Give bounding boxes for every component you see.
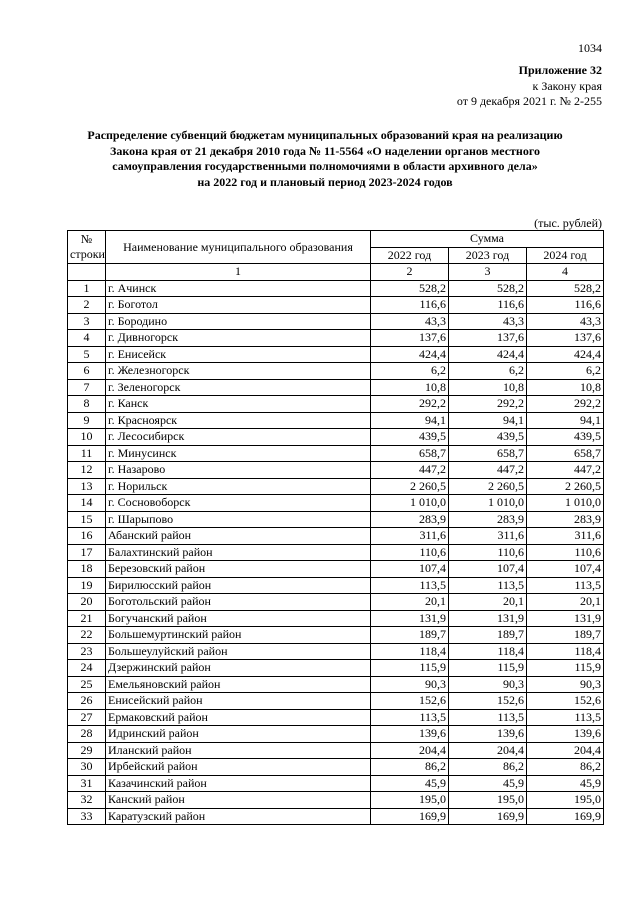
cell-sum-2023: 283,9: [449, 511, 527, 528]
title-line: самоуправления государственными полномочиями в области архивного дела»: [112, 159, 538, 173]
header-year-2023: 2023 год: [449, 247, 527, 264]
cell-municipality-name: Идринский район: [106, 726, 371, 743]
cell-sum-2023: 195,0: [449, 792, 527, 809]
cell-sum-2022: 131,9: [371, 610, 449, 627]
cell-sum-2022: 292,2: [371, 396, 449, 413]
cell-sum-2022: 195,0: [371, 792, 449, 809]
cell-row-number: 28: [68, 726, 106, 743]
cell-municipality-name: Казачинский район: [106, 775, 371, 792]
appendix-title: Приложение 32: [518, 63, 602, 77]
cell-sum-2024: 292,2: [527, 396, 604, 413]
table-row: [68, 742, 604, 759]
cell-row-number: 5: [68, 346, 106, 363]
cell-municipality-name: г. Минусинск: [106, 445, 371, 462]
cell-sum-2022: 20,1: [371, 594, 449, 611]
cell-sum-2023: 169,9: [449, 808, 527, 825]
cell-municipality-name: Балахтинский район: [106, 544, 371, 561]
cell-municipality-name: г. Шарыпово: [106, 511, 371, 528]
cell-row-number: 22: [68, 627, 106, 644]
cell-sum-2023: 152,6: [449, 693, 527, 710]
cell-municipality-name: г. Железногорск: [106, 363, 371, 380]
cell-municipality-name: г. Бородино: [106, 313, 371, 330]
cell-sum-2024: 2 260,5: [527, 478, 604, 495]
cell-row-number: 31: [68, 775, 106, 792]
cell-row-number: 26: [68, 693, 106, 710]
cell-sum-2022: 169,9: [371, 808, 449, 825]
table-row: [68, 610, 604, 627]
cell-row-number: 18: [68, 561, 106, 578]
cell-sum-2023: 90,3: [449, 676, 527, 693]
cell-sum-2024: 20,1: [527, 594, 604, 611]
header-sum: Сумма: [371, 231, 604, 248]
cell-sum-2024: 139,6: [527, 726, 604, 743]
cell-municipality-name: Каратузский район: [106, 808, 371, 825]
cell-row-number: 10: [68, 429, 106, 446]
table-row: [68, 775, 604, 792]
cell-row-number: 17: [68, 544, 106, 561]
cell-sum-2023: 137,6: [449, 330, 527, 347]
cell-municipality-name: г. Дивногорск: [106, 330, 371, 347]
cell-sum-2023: 110,6: [449, 544, 527, 561]
table-row: [68, 544, 604, 561]
table-row: [68, 594, 604, 611]
table-row: [68, 313, 604, 330]
cell-row-number: 25: [68, 676, 106, 693]
subvention-table: [67, 230, 604, 825]
cell-row-number: 14: [68, 495, 106, 512]
cell-sum-2023: 113,5: [449, 709, 527, 726]
cell-sum-2024: 113,5: [527, 577, 604, 594]
cell-row-number: 30: [68, 759, 106, 776]
cell-sum-2022: 94,1: [371, 412, 449, 429]
cell-sum-2024: 1 010,0: [527, 495, 604, 512]
header-row-number-sign: №: [80, 232, 93, 246]
cell-sum-2022: 447,2: [371, 462, 449, 479]
cell-municipality-name: Дзержинский район: [106, 660, 371, 677]
table-row: [68, 660, 604, 677]
cell-sum-2022: 107,4: [371, 561, 449, 578]
cell-sum-2023: 20,1: [449, 594, 527, 611]
cell-row-number: 11: [68, 445, 106, 462]
cell-municipality-name: Большемуртинский район: [106, 627, 371, 644]
cell-sum-2023: 1 010,0: [449, 495, 527, 512]
cell-row-number: 19: [68, 577, 106, 594]
cell-sum-2024: 118,4: [527, 643, 604, 660]
cell-sum-2022: 137,6: [371, 330, 449, 347]
cell-sum-2024: 283,9: [527, 511, 604, 528]
header-name: Наименование муниципального образования: [106, 231, 371, 264]
cell-sum-2024: 137,6: [527, 330, 604, 347]
cell-sum-2023: 107,4: [449, 561, 527, 578]
cell-sum-2024: 424,4: [527, 346, 604, 363]
cell-sum-2024: 115,9: [527, 660, 604, 677]
cell-municipality-name: Канский район: [106, 792, 371, 809]
cell-municipality-name: Ермаковский район: [106, 709, 371, 726]
table-row: [68, 462, 604, 479]
cell-sum-2024: 10,8: [527, 379, 604, 396]
cell-row-number: 29: [68, 742, 106, 759]
document-title: [40, 128, 610, 190]
cell-row-number: 4: [68, 330, 106, 347]
cell-sum-2023: 115,9: [449, 660, 527, 677]
table-row: [68, 561, 604, 578]
table-row: [68, 808, 604, 825]
cell-row-number: 8: [68, 396, 106, 413]
cell-sum-2024: 195,0: [527, 792, 604, 809]
cell-sum-2024: 447,2: [527, 462, 604, 479]
cell-sum-2022: 2 260,5: [371, 478, 449, 495]
table-row: [68, 478, 604, 495]
cell-municipality-name: Енисейский район: [106, 693, 371, 710]
cell-municipality-name: г. Зеленогорск: [106, 379, 371, 396]
title-line: Закона края от 21 декабря 2010 года № 11-5564 «О наделении органов местного: [110, 143, 540, 158]
cell-sum-2024: 169,9: [527, 808, 604, 825]
cell-sum-2022: 10,8: [371, 379, 449, 396]
cell-sum-2024: 94,1: [527, 412, 604, 429]
cell-municipality-name: г. Енисейск: [106, 346, 371, 363]
cell-sum-2023: 86,2: [449, 759, 527, 776]
cell-municipality-name: Березовский район: [106, 561, 371, 578]
table-row: [68, 511, 604, 528]
cell-sum-2023: 6,2: [449, 363, 527, 380]
cell-row-number: 33: [68, 808, 106, 825]
cell-sum-2024: 152,6: [527, 693, 604, 710]
cell-sum-2022: 116,6: [371, 297, 449, 314]
cell-municipality-name: г. Красноярск: [106, 412, 371, 429]
table-row: [68, 429, 604, 446]
cell-sum-2022: 86,2: [371, 759, 449, 776]
cell-sum-2024: 90,3: [527, 676, 604, 693]
cell-sum-2022: 152,6: [371, 693, 449, 710]
cell-sum-2024: 113,5: [527, 709, 604, 726]
cell-municipality-name: г. Ачинск: [106, 280, 371, 297]
appendix-date: от 9 декабря 2021 г. № 2-255: [456, 94, 602, 108]
cell-sum-2022: 90,3: [371, 676, 449, 693]
cell-sum-2024: 110,6: [527, 544, 604, 561]
cell-sum-2023: 116,6: [449, 297, 527, 314]
cell-sum-2024: 107,4: [527, 561, 604, 578]
cell-sum-2023: 131,9: [449, 610, 527, 627]
header-col-2: 2: [371, 264, 449, 281]
cell-row-number: 13: [68, 478, 106, 495]
cell-row-number: 1: [68, 280, 106, 297]
header-row-number: [68, 231, 106, 264]
cell-row-number: 24: [68, 660, 106, 677]
table-row: [68, 346, 604, 363]
title-line: Распределение субвенций бюджетам муниципальных образований края на реализацию: [87, 128, 563, 142]
cell-row-number: 20: [68, 594, 106, 611]
cell-municipality-name: г. Канск: [106, 396, 371, 413]
cell-sum-2022: 283,9: [371, 511, 449, 528]
cell-sum-2022: 189,7: [371, 627, 449, 644]
table-row: [68, 676, 604, 693]
title-line: на 2022 год и плановый период 2023-2024 годов: [197, 174, 453, 189]
cell-sum-2022: 6,2: [371, 363, 449, 380]
cell-municipality-name: г. Боготол: [106, 297, 371, 314]
appendix-reference: [457, 63, 602, 110]
cell-sum-2024: 6,2: [527, 363, 604, 380]
cell-sum-2023: 528,2: [449, 280, 527, 297]
cell-row-number: 7: [68, 379, 106, 396]
cell-row-number: 2: [68, 297, 106, 314]
cell-sum-2023: 439,5: [449, 429, 527, 446]
cell-row-number: 12: [68, 462, 106, 479]
cell-municipality-name: Абанский район: [106, 528, 371, 545]
cell-municipality-name: Боготольский район: [106, 594, 371, 611]
cell-sum-2022: 113,5: [371, 709, 449, 726]
cell-row-number: 32: [68, 792, 106, 809]
cell-sum-2023: 2 260,5: [449, 478, 527, 495]
header-row-number-word: строки: [70, 247, 105, 261]
cell-sum-2024: 528,2: [527, 280, 604, 297]
header-col-4: 4: [527, 264, 604, 281]
cell-sum-2023: 204,4: [449, 742, 527, 759]
header-year-2024: 2024 год: [527, 247, 604, 264]
table-row: [68, 495, 604, 512]
cell-municipality-name: Иланский район: [106, 742, 371, 759]
table-row: [68, 759, 604, 776]
cell-sum-2023: 311,6: [449, 528, 527, 545]
appendix-law: к Закону края: [532, 78, 602, 93]
cell-sum-2022: 424,4: [371, 346, 449, 363]
cell-municipality-name: Бирилюсский район: [106, 577, 371, 594]
cell-sum-2022: 113,5: [371, 577, 449, 594]
header-col-number: [68, 264, 106, 281]
cell-municipality-name: г. Норильск: [106, 478, 371, 495]
table-row: [68, 577, 604, 594]
cell-sum-2024: 311,6: [527, 528, 604, 545]
header-year-2022: 2022 год: [371, 247, 449, 264]
cell-sum-2022: 311,6: [371, 528, 449, 545]
table-row: [68, 627, 604, 644]
cell-sum-2024: 86,2: [527, 759, 604, 776]
cell-sum-2023: 94,1: [449, 412, 527, 429]
cell-sum-2022: 45,9: [371, 775, 449, 792]
cell-sum-2022: 115,9: [371, 660, 449, 677]
cell-sum-2023: 424,4: [449, 346, 527, 363]
cell-sum-2023: 10,8: [449, 379, 527, 396]
cell-row-number: 21: [68, 610, 106, 627]
cell-sum-2022: 43,3: [371, 313, 449, 330]
cell-row-number: 3: [68, 313, 106, 330]
cell-sum-2023: 43,3: [449, 313, 527, 330]
cell-row-number: 15: [68, 511, 106, 528]
table-body: [68, 280, 604, 825]
cell-row-number: 9: [68, 412, 106, 429]
header-col-3: 3: [449, 264, 527, 281]
cell-sum-2024: 189,7: [527, 627, 604, 644]
table-row: [68, 412, 604, 429]
cell-sum-2024: 658,7: [527, 445, 604, 462]
cell-row-number: 23: [68, 643, 106, 660]
cell-sum-2023: 658,7: [449, 445, 527, 462]
unit-label: (тыс. рублей): [534, 216, 602, 230]
cell-municipality-name: г. Назарово: [106, 462, 371, 479]
cell-sum-2023: 139,6: [449, 726, 527, 743]
table-row: [68, 363, 604, 380]
cell-municipality-name: Емельяновский район: [106, 676, 371, 693]
cell-sum-2023: 447,2: [449, 462, 527, 479]
cell-sum-2023: 189,7: [449, 627, 527, 644]
cell-municipality-name: Большеулуйский район: [106, 643, 371, 660]
cell-sum-2022: 439,5: [371, 429, 449, 446]
table-row: [68, 280, 604, 297]
cell-sum-2023: 292,2: [449, 396, 527, 413]
cell-sum-2024: 43,3: [527, 313, 604, 330]
table-row: [68, 330, 604, 347]
cell-sum-2023: 45,9: [449, 775, 527, 792]
cell-sum-2024: 439,5: [527, 429, 604, 446]
cell-row-number: 27: [68, 709, 106, 726]
cell-sum-2023: 118,4: [449, 643, 527, 660]
cell-row-number: 16: [68, 528, 106, 545]
table-row: [68, 726, 604, 743]
table-row: [68, 396, 604, 413]
cell-municipality-name: Ирбейский район: [106, 759, 371, 776]
table-row: [68, 297, 604, 314]
table-row: [68, 379, 604, 396]
cell-sum-2024: 204,4: [527, 742, 604, 759]
table-row: [68, 693, 604, 710]
cell-sum-2022: 1 010,0: [371, 495, 449, 512]
header-col-1: 1: [106, 264, 371, 281]
cell-row-number: 6: [68, 363, 106, 380]
table-row: [68, 445, 604, 462]
cell-sum-2022: 528,2: [371, 280, 449, 297]
cell-sum-2023: 113,5: [449, 577, 527, 594]
table-row: [68, 643, 604, 660]
cell-sum-2024: 45,9: [527, 775, 604, 792]
cell-municipality-name: г. Лесосибирск: [106, 429, 371, 446]
page-number: 1034: [578, 41, 602, 55]
cell-sum-2024: 131,9: [527, 610, 604, 627]
table-row: [68, 792, 604, 809]
cell-sum-2022: 139,6: [371, 726, 449, 743]
cell-municipality-name: г. Сосновоборск: [106, 495, 371, 512]
cell-sum-2022: 118,4: [371, 643, 449, 660]
cell-sum-2022: 204,4: [371, 742, 449, 759]
table-row: [68, 528, 604, 545]
cell-sum-2024: 116,6: [527, 297, 604, 314]
cell-sum-2022: 658,7: [371, 445, 449, 462]
cell-sum-2022: 110,6: [371, 544, 449, 561]
table-row: [68, 709, 604, 726]
cell-municipality-name: Богучанский район: [106, 610, 371, 627]
